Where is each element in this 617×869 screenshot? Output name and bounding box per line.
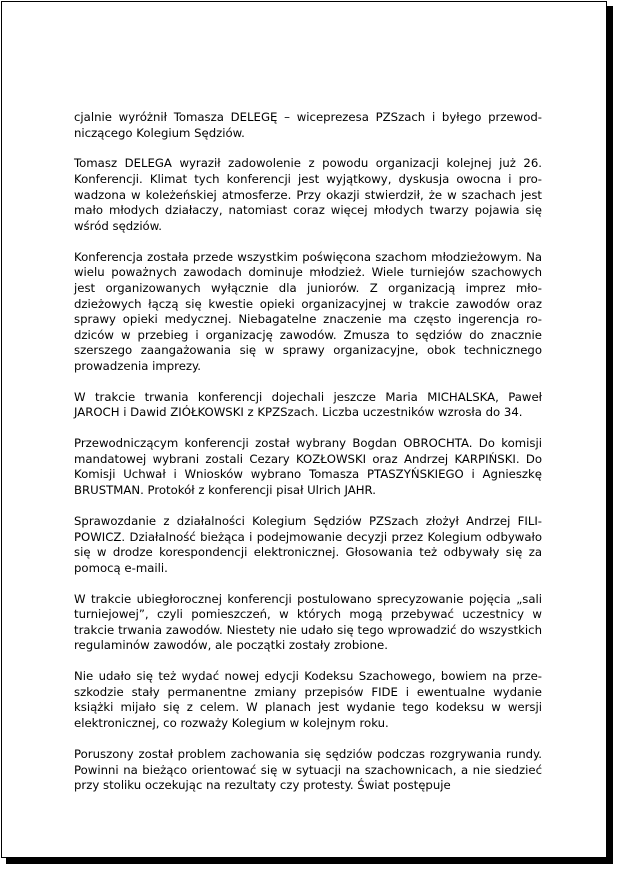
paragraph-3: Konferencja została przede wszystkim poświęcona szachom młodzieżowym. Na wielu poważnych zawodach dominuje młodzież. Wiele turniejów szachowych jest organizowanych wyłącznie dla juniorów. Z organizacją imprez młodzieżowych łączą się kwestie opieki organizacyjnej w trakcie zawodów oraz sprawy opieki medycznej. Niebagatelne znaczenie ma często ingerencja rodziców w przebieg i organizację zawodów. Zmusza to sędziów do znacznie szerszego zaangażowania się w sprawy organizacyjne, obok technicznego prowadzenia imprezy.: [74, 249, 542, 373]
paragraph-2: Tomasz DELEGA wyraził zadowolenie z powodu organizacji kolejnej już 26. Konferencji. Klimat tych konferencji jest wyjątkowy, dyskusja owocna i prowadzona w koleżeńskiej atmosferze. Przy okazji stwierdził, że w szachach jest mało młodych działaczy, natomiast coraz więcej młodych twarzy pojawia się wśród sędziów.: [74, 156, 542, 233]
paragraph-6: Sprawozdanie z działalności Kolegium Sędziów PZSzach złożył Andrzej FILIPOWICZ. Działalność bieżąca i podejmowanie decyzji przez Kolegium odbywało się w drodze korespondencji elektronicznej. Głosowania też odbywały się za pomocą e-maili.: [74, 513, 542, 575]
page-shadow-bottom: [6, 858, 613, 864]
paragraph-8: Nie udało się też wydać nowej edycji Kodeksu Szachowego, bowiem na przeszkodzie stały permanentne zmiany przepisów FIDE i ewentualne wydanie książki mijało się z celem. W planach jest wydanie tego kodeksu w wersji elektronicznej, co rozważy Kolegium w kolejnym roku.: [74, 669, 542, 731]
paragraph-9: Poruszony został problem zachowania się sędziów podczas rozgrywania rundy. Powinni na bieżąco orientować się w sytuacji na szachownicach, a nie siedzieć przy stoliku oczekując na rezultaty czy protesty. Świat postępuje: [74, 746, 542, 793]
page-body-text: [74, 110, 542, 809]
page-shadow-right: [607, 6, 613, 864]
paragraph-1: cjalnie wyróżnił Tomasza DELEGĘ – wiceprezesa PZSzach i byłego przewodniczącego Kolegium Sędziów.: [74, 110, 542, 140]
paragraph-7: W trakcie ubiegłorocznej konferencji postulowano sprecyzowanie pojęcia „sali turniejowej”, czyli pomieszczeń, w których mogą przebywać uczestnicy w trakcie trwania zawodów. Niestety nie udało się tego wprowadzić do wszystkich regulaminów zawodów, ale początki zostały zrobione.: [74, 591, 542, 653]
document-page: [1, 1, 607, 858]
paragraph-4: W trakcie trwania konferencji dojechali jeszcze Maria MICHALSKA, Paweł JAROCH i Dawid ZIÓŁKOWSKI z KPZSzach. Liczba uczestników wzrosła do 34.: [74, 389, 542, 420]
paragraph-5: Przewodniczącym konferencji został wybrany Bogdan OBROCHTA. Do komisji mandatowej wybrani zostali Cezary KOZŁOWSKI oraz Andrzej KARPIŃSKI. Do Komisji Uchwał i Wniosków wybrano Tomasza PTASZYŃSKIEGO i Agnieszkę BRUSTMAN. Protokół z konferencji pisał Ulrich JAHR.: [74, 436, 542, 498]
